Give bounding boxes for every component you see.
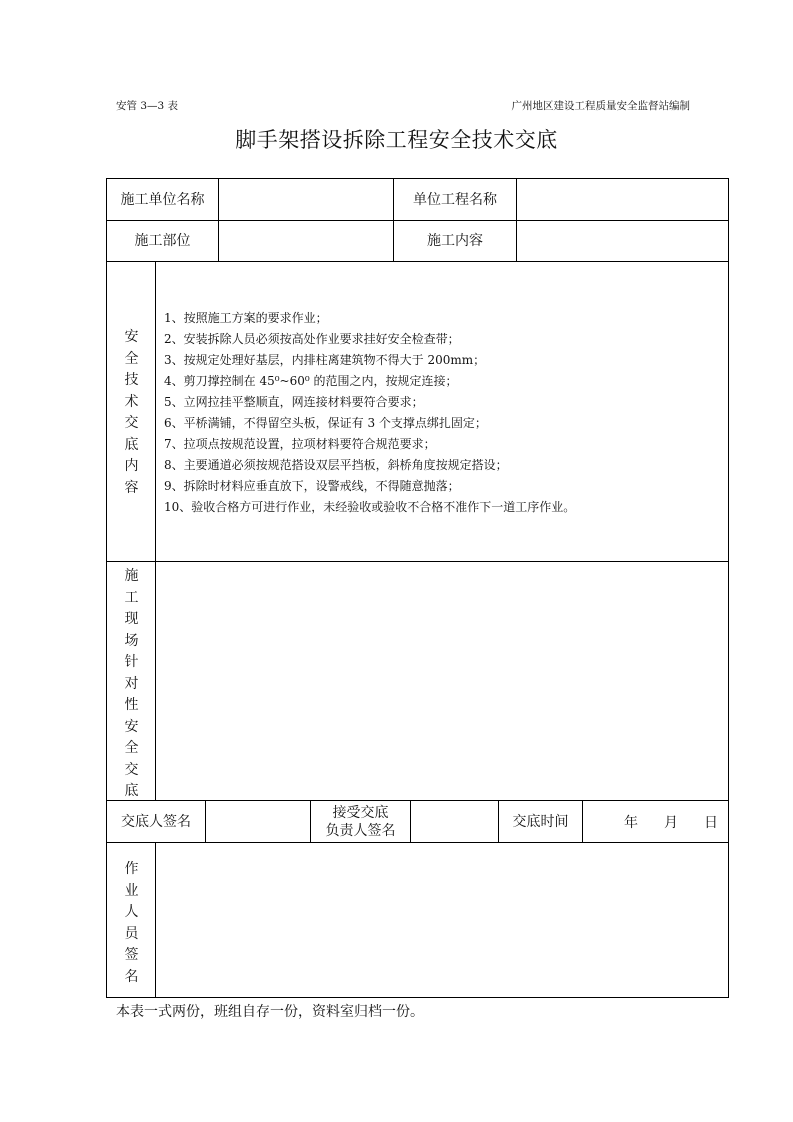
table-border-right xyxy=(728,178,729,998)
content-label: 施工内容 xyxy=(427,233,483,249)
briefing-date-field[interactable] xyxy=(583,801,728,842)
table-border-bottom xyxy=(106,997,729,998)
briefer-signature-label: 交底人签名 xyxy=(121,813,191,830)
construction-unit-field[interactable] xyxy=(219,179,393,220)
workers-signature-label: 作 业 人 员 签 名 xyxy=(124,861,139,985)
receiver-signature-field[interactable] xyxy=(411,801,498,842)
site-specific-field[interactable] xyxy=(157,563,727,799)
site-specific-label: 施 工 现 场 针 对 性 安 全 交 底 xyxy=(124,568,139,799)
list-item: 3、按规定处理好基层，内排柱离建筑物不得大于 200mm； xyxy=(164,353,486,367)
page-title: 脚手架搭设拆除工程安全技术交底 xyxy=(235,128,558,152)
content-field[interactable] xyxy=(517,221,728,261)
row-divider xyxy=(106,261,729,262)
year-label: 年 xyxy=(624,815,638,831)
location-field[interactable] xyxy=(219,221,393,261)
safety-items-list xyxy=(164,308,575,518)
safety-content-label: 安 全 技 术 交 底 内 容 xyxy=(124,329,139,496)
project-name-field[interactable] xyxy=(517,179,728,220)
month-label: 月 xyxy=(664,815,678,831)
receiver-signature-label: 接受交底 负责人签名 xyxy=(325,804,396,839)
list-item: 8、主要通道必须按规范搭设双层平挡板，斜桥角度按规定搭设； xyxy=(164,458,508,472)
list-item: 10、验收合格方可进行作业，未经验收或验收不合格不准作下一道工序作业。 xyxy=(164,500,576,514)
workers-signature-field[interactable] xyxy=(157,844,727,996)
project-name-label: 单位工程名称 xyxy=(413,191,497,208)
list-item: 2、安装拆除人员必须按高处作业要求挂好安全检查带； xyxy=(164,332,460,346)
list-item: 6、平桥满铺，不得留空头板，保证有 3 个支撑点绑扎固定； xyxy=(164,416,487,430)
list-item: 7、拉项点按规范设置，拉项材料要符合规范要求； xyxy=(164,437,436,451)
briefing-time-label: 交底时间 xyxy=(512,813,569,830)
location-label: 施工部位 xyxy=(134,233,191,249)
construction-unit-label: 施工单位名称 xyxy=(120,191,205,208)
list-item: 5、立网拉挂平整顺直，网连接材料要符合要求； xyxy=(164,395,424,409)
briefer-signature-field[interactable] xyxy=(206,801,310,842)
list-item: 1、按照施工方案的要求作业； xyxy=(164,311,328,325)
list-item: 4、剪刀撑控制在 45⁰~60⁰ 的范围之内，按规定连接； xyxy=(164,374,458,388)
day-label: 日 xyxy=(704,815,718,831)
footer-note: 本表一式两份，班组自存一份，资料室归档一份。 xyxy=(116,1004,424,1020)
list-item: 9、拆除时材料应垂直放下，设警戒线，不得随意抛落； xyxy=(164,479,460,493)
issuer: 广州地区建设工程质量安全监督站编制 xyxy=(511,100,690,112)
form-code: 安管 3—3 表 xyxy=(116,100,179,112)
